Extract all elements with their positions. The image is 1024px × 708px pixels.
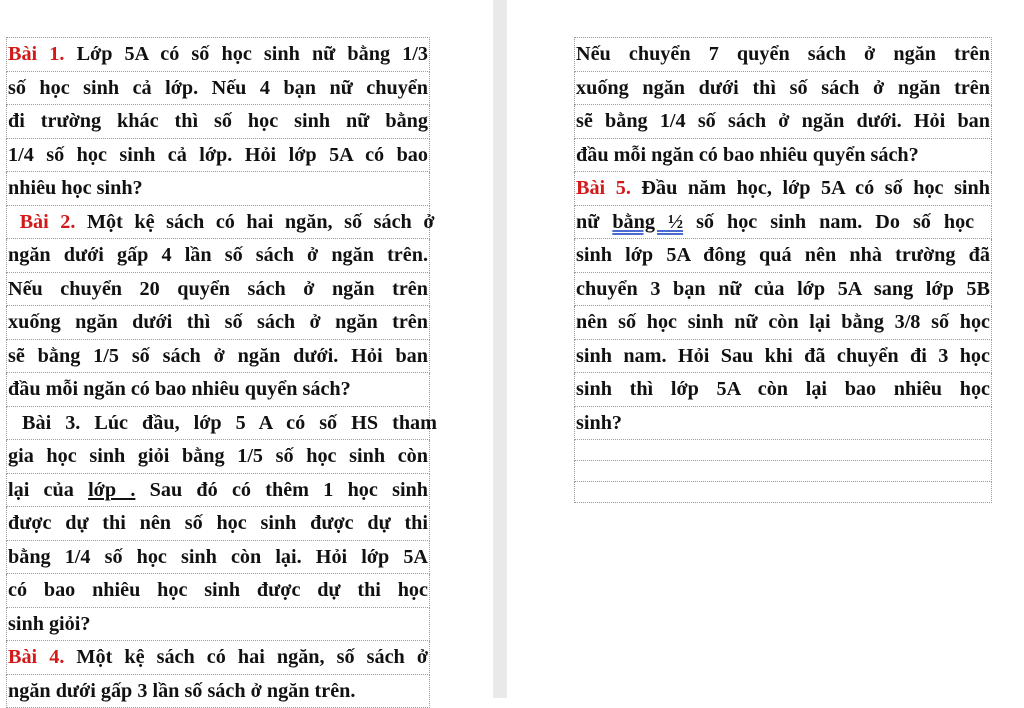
bai2-line-6: đầu mỗi ngăn có bao nhiêu quyển sách? [6,373,430,407]
bai1-line-3: đi trường khác thì số học sinh nữ bằng [6,105,430,139]
bai1-line-4: 1/4 số học sinh cả lớp. Hỏi lớp 5A có bao [6,139,430,173]
left-text-column [6,37,430,708]
bai2-line-1 [6,206,430,240]
empty-table-row [574,440,992,461]
bai1-label: Bài 1. [8,43,64,65]
bai5-line-1 [574,172,992,206]
bai4-line-2: ngăn dưới gấp 3 lần số sách ở ngăn trên. [6,675,430,708]
bai4-cont-line-3: sẽ bằng 1/4 số sách ở ngăn dưới. Hỏi ban [574,105,992,139]
bai1-line-1 [6,37,430,72]
bai2-line-2: ngăn dưới gấp 4 lần số sách ở ngăn trên. [6,239,430,273]
bai5-line2-before: nữ [576,211,612,233]
bai1-text: Lớp 5A có số học sinh nữ bằng 1/3 [64,43,428,65]
bai3-line3-before: lại của [8,479,88,501]
bai4-line-1 [6,641,430,675]
bai3-line-7: sinh giỏi? [6,608,430,642]
bai3-label: Bài 3. [22,412,80,434]
bai5-line-7: sinh thì lớp 5A còn lại bao nhiêu học [574,373,992,407]
bai5-line-3: sinh lớp 5A đông quá nên nhà trường đã [574,239,992,273]
bai2-line-5: sẽ bằng 1/5 số sách ở ngăn dưới. Hỏi ban [6,340,430,374]
right-text-column [574,37,992,503]
bai4-text: Một kệ sách có hai ngăn, số sách ở [64,646,428,668]
bai1-line-2: số học sinh cả lớp. Nếu 4 bạn nữ chuyển [6,72,430,106]
bai5-line2-underlined: bằng ½ [612,211,683,233]
bai3-text: Lúc đầu, lớp 5 A có số HS tham [80,412,437,434]
bai5-line2-after: số học sinh nam. Do số học [683,211,974,233]
bai3-line-6: có bao nhiêu học sinh được dự thi học [6,574,430,608]
bai3-line-2: gia học sinh giỏi bằng 1/5 số học sinh còn [6,440,430,474]
bai5-label: Bài 5. [576,177,631,199]
bai3-line3-underlined: lớp . [88,479,135,501]
bai1-line-5: nhiêu học sinh? [6,172,430,206]
bai3-line3-after: Sau đó có thêm 1 học sinh [135,479,428,501]
bai2-line-4: xuống ngăn dưới thì số sách ở ngăn trên [6,306,430,340]
bai5-line-4: chuyển 3 bạn nữ của lớp 5A sang lớp 5B [574,273,992,307]
empty-table-row [574,482,992,503]
bai5-line-2 [574,206,992,240]
bai4-cont-line-2: xuống ngăn dưới thì số sách ở ngăn trên [574,72,992,106]
empty-table-row [574,461,992,482]
bai4-cont-line-4: đầu mỗi ngăn có bao nhiêu quyển sách? [574,139,992,173]
bai5-text: Đầu năm học, lớp 5A có số học sinh [631,177,990,199]
bai2-line-3: Nếu chuyển 20 quyển sách ở ngăn trên [6,273,430,307]
bai5-line-6: sinh nam. Hỏi Sau khi đã chuyển đi 3 học [574,340,992,374]
bai3-line-5: bằng 1/4 số học sinh còn lại. Hỏi lớp 5A [6,541,430,575]
bai3-line-4: được dự thi nên số học sinh được dự thi [6,507,430,541]
bai4-label: Bài 4. [8,646,64,668]
bai3-line-3 [6,474,430,508]
bai3-line-1 [6,407,430,441]
bai2-label: Bài 2. [20,211,76,233]
bai5-line-8: sinh? [574,407,992,441]
bai2-text: Một kệ sách có hai ngăn, số sách ở [75,211,434,233]
bai4-cont-line-1: Nếu chuyển 7 quyển sách ở ngăn trên [574,37,992,72]
page-gutter [493,0,507,698]
bai5-line-5: nên số học sinh nữ còn lại bằng 3/8 số học [574,306,992,340]
